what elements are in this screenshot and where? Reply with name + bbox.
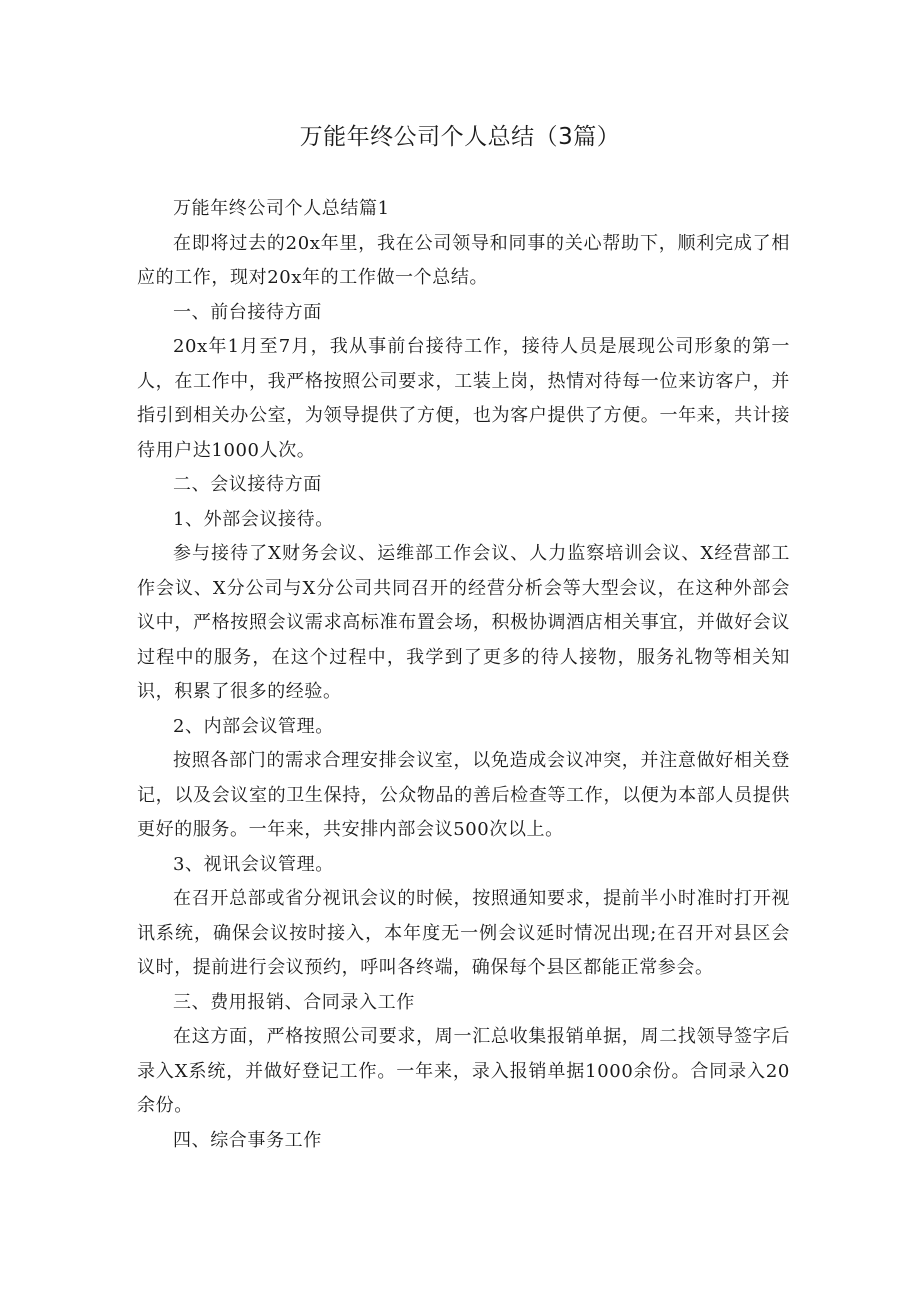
- subsection-heading: 2、内部会议管理。: [173, 715, 334, 737]
- body-paragraph: 按照各部门的需求合理安排会议室，以免造成会议冲突，并注意做好相关登记，以及会议室的卫生保持，公众物品的善后检查等工作，以便为本部人员提供更好的服务。一年来，共安排内部会议500次以上。: [137, 750, 790, 840]
- document-title: 万能年终公司个人总结（3篇）: [299, 124, 621, 150]
- body-paragraph: 在即将过去的20x年里，我在公司领导和同事的关心帮助下，顺利完成了相应的工作，现对20x年的工作做一个总结。: [137, 232, 790, 288]
- body-paragraph: 在这方面，严格按照公司要求，周一汇总收集报销单据，周二找领导签字后录入X系统，并做好登记工作。一年来，录入报销单据1000余份。合同录入20余份。: [137, 1026, 790, 1116]
- section-heading: 四、综合事务工作: [173, 1129, 322, 1151]
- body-paragraph: 在召开总部或省分视讯会议的时候，按照通知要求，提前半小时准时打开视讯系统，确保会议按时接入，本年度无一例会议延时情况出现;在召开对县区会议时，提前进行会议预约，呼叫各终端，确保每个县区都能正常参会。: [137, 888, 790, 978]
- subsection-heading: 3、视讯会议管理。: [173, 853, 334, 875]
- section-heading: 一、前台接待方面: [173, 301, 322, 323]
- section-heading: 二、会议接待方面: [173, 474, 322, 495]
- body-paragraph: 20x年1月至7月，我从事前台接待工作，接待人员是展现公司形象的第一人，在工作中，我严格按照公司要求，工装上岗，热情对待每一位来访客户，并指引到相关办公室，为领导提供了方便，也为客户提供了方便。一年来，共计接待用户达1000人次。: [137, 336, 790, 461]
- body-paragraph: 参与接待了X财务会议、运维部工作会议、人力监察培训会议、X经营部工作会议、X分公司与X分公司共同召开的经营分析会等大型会议，在这种外部会议中，严格按照会议需求高标准布置会场，积极协调酒店相关事宜，并做好会议过程中的服务，在这个过程中，我学到了更多的待人接物，服务礼物等相关知识，积累了很多的经验。: [137, 543, 790, 702]
- subsection-heading: 1、外部会议接待。: [173, 508, 334, 530]
- section-heading: 万能年终公司个人总结篇1: [173, 198, 390, 219]
- section-heading: 三、费用报销、合同录入工作: [173, 991, 415, 1013]
- document-body: [137, 192, 790, 1158]
